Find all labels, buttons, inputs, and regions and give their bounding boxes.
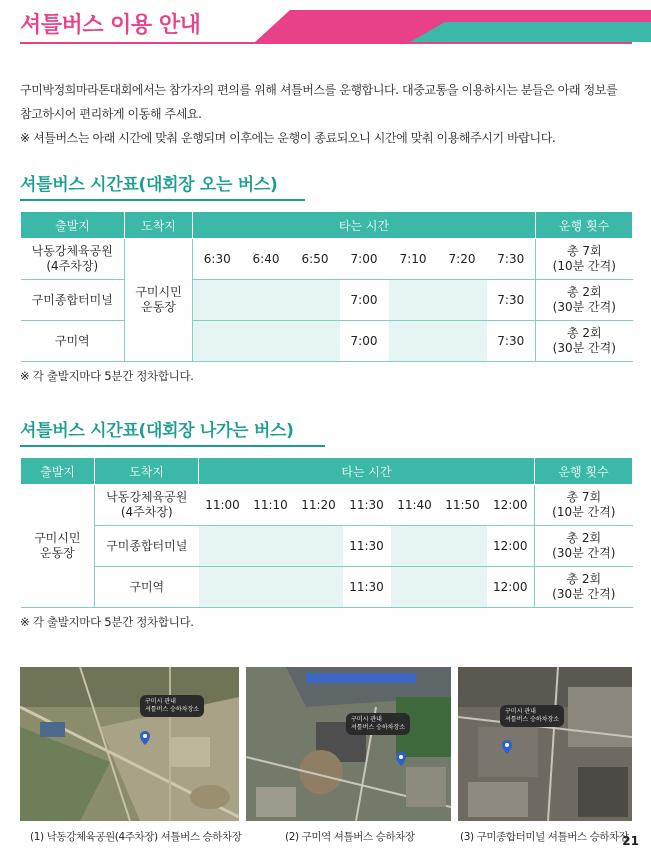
outbound-note: ※ 각 출발지마다 5분간 정차합니다. [20, 615, 194, 629]
origin-cell: 구미역 [21, 321, 125, 362]
location-pin-icon [396, 752, 406, 766]
map-image [458, 667, 632, 821]
time-cell: 11:40 [391, 485, 439, 526]
outbound-timetable [20, 457, 633, 608]
empty-time-cell [391, 526, 487, 567]
table-row [21, 526, 633, 567]
time-cell: 7:10 [389, 239, 438, 280]
col-header-from: 출발지 [21, 458, 95, 485]
count-cell: 총 2회 (30분 간격) [536, 321, 633, 362]
time-cell: 7:00 [340, 321, 389, 362]
destination-cell: 낙동강체육공원 (4주차장) [95, 485, 199, 526]
destination-cell: 구미시민 운동장 [125, 239, 193, 362]
pickup-label: 구미시 관내 셔틀버스 승하차장소 [346, 713, 410, 735]
time-cell: 6:50 [291, 239, 340, 280]
time-cell: 6:40 [242, 239, 291, 280]
count-cell: 총 7회 (10분 간격) [535, 485, 633, 526]
time-cell: 7:30 [487, 239, 536, 280]
aerial-map-2 [246, 667, 451, 821]
col-header-to: 도착지 [125, 212, 193, 239]
title-underline [20, 445, 325, 447]
map-image [20, 667, 239, 821]
empty-time-cell [193, 321, 340, 362]
time-cell: 11:00 [199, 485, 247, 526]
map-caption: (2) 구미역 셔틀버스 승하차장 [285, 831, 415, 843]
destination-cell: 구미역 [95, 567, 199, 608]
inbound-timetable [20, 211, 633, 362]
outbound-section-title: 셔틀버스 시간표(대회장 나가는 버스) [20, 416, 294, 441]
intro-line: 참고하시어 편리하게 이동해 주세요. [20, 107, 202, 121]
empty-time-cell [193, 280, 340, 321]
table-row [21, 280, 633, 321]
time-cell: 7:00 [340, 239, 389, 280]
aerial-map-3 [458, 667, 632, 821]
intro-notice: ※ 셔틀버스는 아래 시간에 맞춰 운행되며 이후에는 운행이 종료되오니 시간에 맞춰 이용해주시기 바랍니다. [20, 131, 556, 145]
table-row [21, 239, 633, 280]
empty-time-cell [199, 526, 343, 567]
time-cell: 11:50 [439, 485, 487, 526]
time-cell: 7:30 [487, 321, 536, 362]
col-header-count: 운행 횟수 [535, 458, 633, 485]
origin-cell: 구미종합터미널 [21, 280, 125, 321]
location-pin-icon [502, 740, 512, 754]
col-header-times: 타는 시간 [193, 212, 536, 239]
time-cell: 11:10 [247, 485, 295, 526]
time-cell: 6:30 [193, 239, 242, 280]
time-cell: 12:00 [487, 567, 535, 608]
origin-cell: 구미시민 운동장 [21, 485, 95, 608]
time-cell: 7:00 [340, 280, 389, 321]
time-cell: 11:30 [343, 526, 391, 567]
title-underline [20, 199, 305, 201]
empty-time-cell [389, 280, 487, 321]
page-header [0, 0, 651, 46]
count-cell: 총 2회 (30분 간격) [536, 280, 633, 321]
empty-time-cell [199, 567, 343, 608]
time-cell: 7:30 [487, 280, 536, 321]
map-caption: (1) 낙동강체육공원(4주차장) 셔틀버스 승하차장 [30, 831, 242, 843]
pickup-label: 구미시 관내 셔틀버스 승하차장소 [140, 695, 204, 717]
page-title: 셔틀버스 이용 안내 [20, 13, 201, 38]
col-header-to: 도착지 [95, 458, 199, 485]
count-cell: 총 7회 (10분 간격) [536, 239, 633, 280]
col-header-times: 타는 시간 [199, 458, 535, 485]
page-number: 21 [622, 834, 639, 848]
time-cell: 7:20 [438, 239, 487, 280]
table-row [21, 567, 633, 608]
empty-time-cell [389, 321, 487, 362]
table-row [21, 485, 633, 526]
origin-cell: 낙동강체육공원 (4주차장) [21, 239, 125, 280]
table-row [21, 321, 633, 362]
time-cell: 11:30 [343, 485, 391, 526]
map-caption: (3) 구미종합터미널 셔틀버스 승하차장 [460, 831, 629, 843]
col-header-from: 출발지 [21, 212, 125, 239]
location-pin-icon [140, 731, 150, 745]
aerial-map-1 [20, 667, 239, 821]
col-header-count: 운행 횟수 [536, 212, 633, 239]
empty-time-cell [391, 567, 487, 608]
time-cell: 11:20 [295, 485, 343, 526]
time-cell: 11:30 [343, 567, 391, 608]
map-image [246, 667, 451, 821]
time-cell: 12:00 [487, 526, 535, 567]
count-cell: 총 2회 (30분 간격) [535, 567, 633, 608]
pickup-label: 구미시 관내 셔틀버스 승하차장소 [500, 705, 564, 727]
inbound-section-title: 셔틀버스 시간표(대회장 오는 버스) [20, 170, 278, 195]
destination-cell: 구미종합터미널 [95, 526, 199, 567]
intro-line: 구미박정희마라톤대회에서는 참가자의 편의를 위해 셔틀버스를 운행합니다. 대중교통을 이용하시는 분들은 아래 정보를 [20, 83, 618, 97]
intro-text [20, 78, 632, 150]
count-cell: 총 2회 (30분 간격) [535, 526, 633, 567]
inbound-note: ※ 각 출발지마다 5분간 정차합니다. [20, 369, 194, 383]
time-cell: 12:00 [487, 485, 535, 526]
